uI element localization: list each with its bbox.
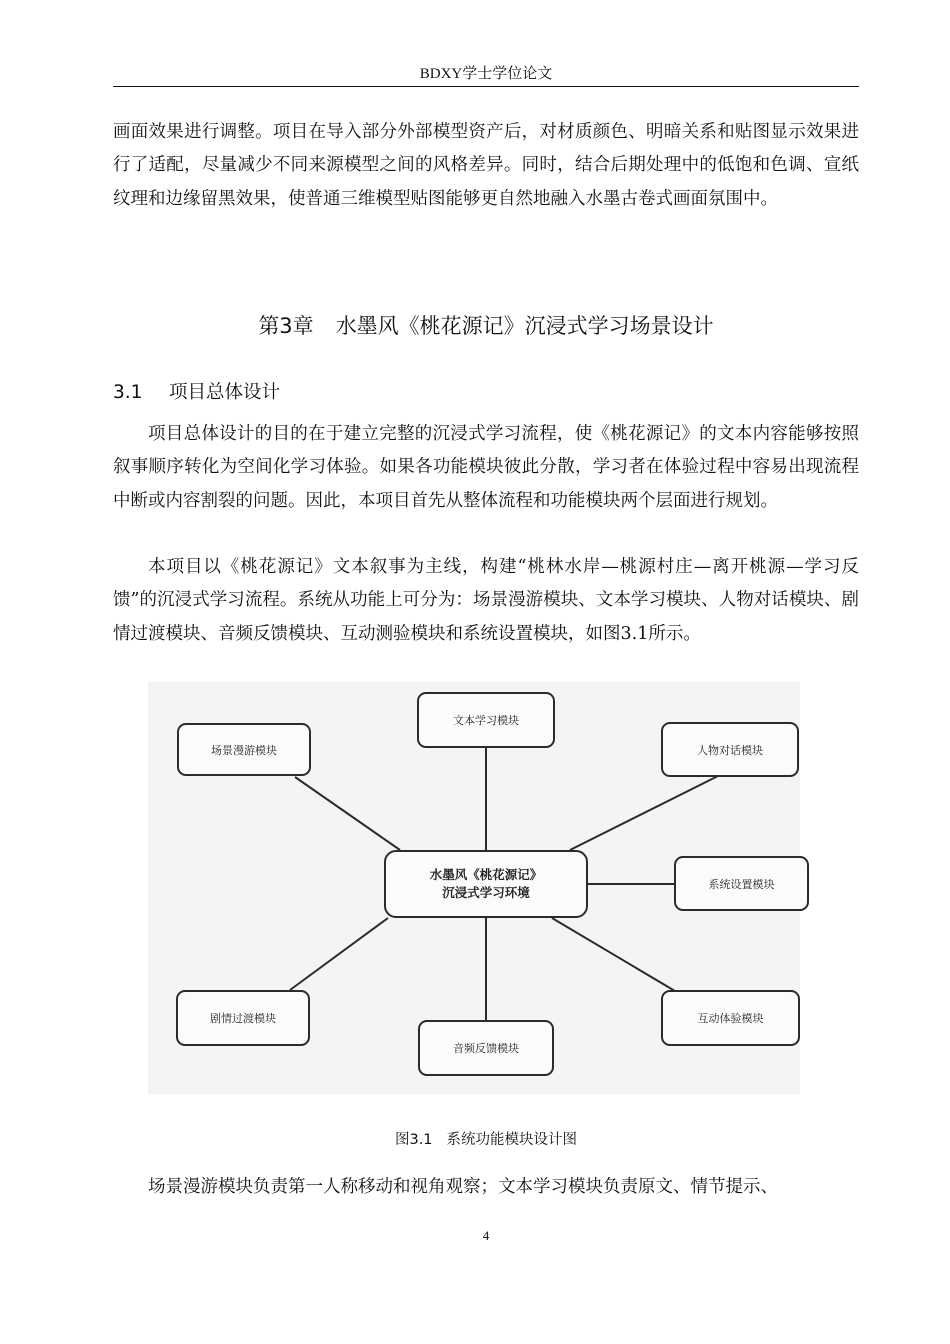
module-interactive: 互动体验模块 <box>661 990 800 1046</box>
body-paragraph-2: 本项目以《桃花源记》文本叙事为主线，构建“桃林水岸—桃源村庄—离开桃源—学习反馈”的沉浸式学习流程。系统从功能上可分为：场景漫游模块、文本学习模块、人物对话模块、剧情过渡模块、音频反馈模块、互动测验模块和系统设置模块，如图3.1所示。 <box>113 557 859 644</box>
section-title: 项目总体设计 <box>169 382 281 403</box>
header-rule <box>113 86 859 87</box>
body-paragraph-1: 项目总体设计的目的在于建立完整的沉浸式学习流程，使《桃花源记》的文本内容能够按照叙事顺序转化为空间化学习体验。如果各功能模块彼此分散，学习者在体验过程中容易出现流程中断或内容割裂的问题。因此，本项目首先从整体流程和功能模块两个层面进行规划。 <box>113 424 859 511</box>
closing-paragraph: 场景漫游模块负责第一人称移动和视角观察；文本学习模块负责原文、情节提示、 <box>148 1177 778 1197</box>
chapter-title: 水墨风《桃花源记》沉浸式学习场景设计 <box>335 314 714 338</box>
module-audio-feedback: 音频反馈模块 <box>418 1020 554 1076</box>
chapter-heading <box>113 310 859 340</box>
center-line-2: 沉浸式学习环境 <box>442 885 530 900</box>
caption-title: 系统功能模块设计图 <box>446 1132 578 1148</box>
caption-number: 图3.1 <box>394 1132 433 1148</box>
chapter-number: 第3章 <box>258 314 314 338</box>
section-heading <box>113 378 280 404</box>
module-settings: 系统设置模块 <box>674 856 809 911</box>
module-scene-roam: 场景漫游模块 <box>177 723 311 776</box>
connector-plot-transition <box>290 918 388 990</box>
connector-scene-roam <box>295 777 400 850</box>
connector-interactive <box>552 918 680 994</box>
module-diagram <box>148 682 800 1094</box>
intro-paragraph: 画面效果进行调整。项目在导入部分外部模型资产后，对材质颜色、明暗关系和贴图显示效果进行了适配，尽量减少不同来源模型之间的风格差异。同时，结合后期处理中的低饱和色调、宣纸纹理和边缘留黑效果，使普通三维模型贴图能够更自然地融入水墨古卷式画面氛围中。 <box>113 122 859 209</box>
center-line-1: 水墨风《桃花源记》 <box>429 867 543 882</box>
diagram-center-node <box>384 850 588 918</box>
module-dialogue: 人物对话模块 <box>661 722 799 777</box>
module-text-study: 文本学习模块 <box>417 692 555 748</box>
module-plot-transition: 剧情过渡模块 <box>176 990 310 1046</box>
section-number: 3.1 <box>113 382 143 403</box>
connector-dialogue <box>570 776 718 850</box>
page-number: 4 <box>482 1228 490 1243</box>
running-header: BDXY学士学位论文 <box>419 66 553 82</box>
figure-caption <box>113 1128 859 1149</box>
